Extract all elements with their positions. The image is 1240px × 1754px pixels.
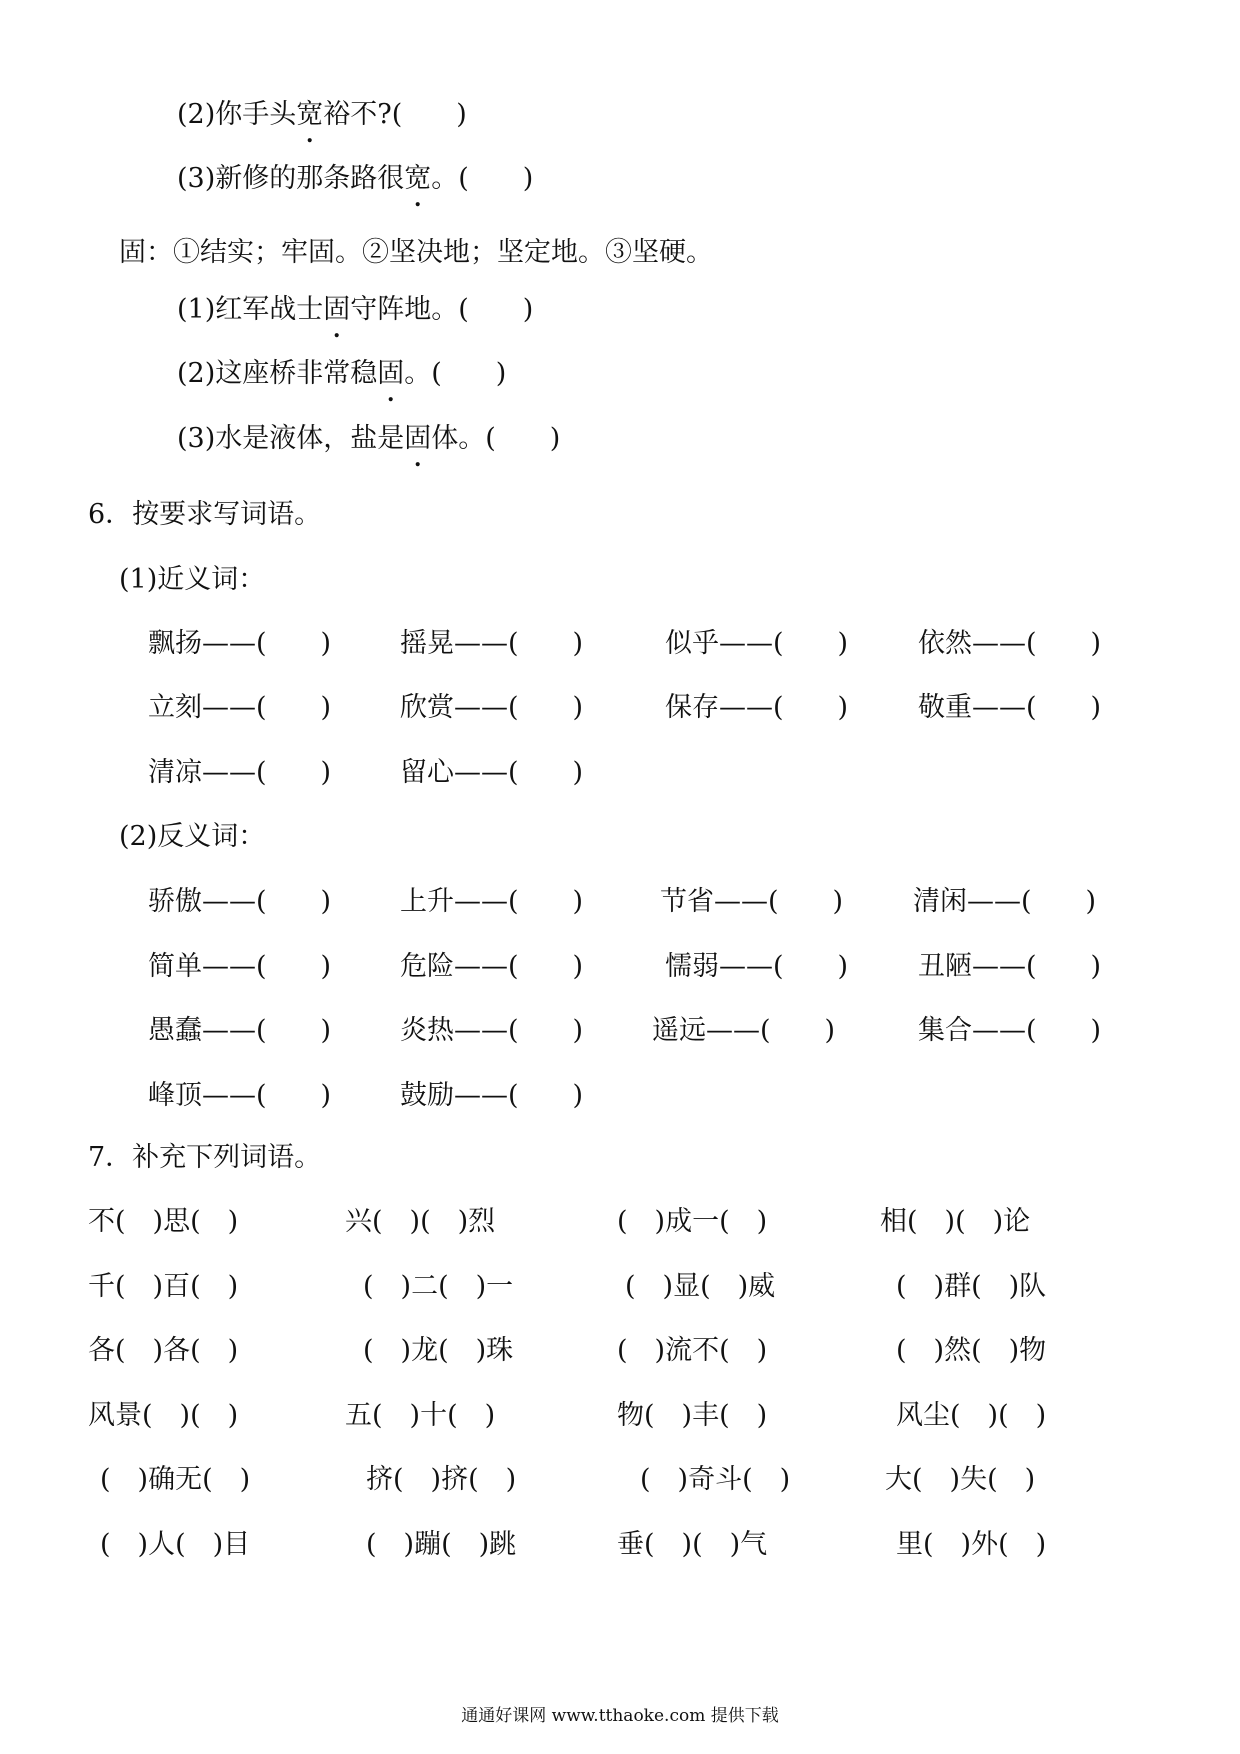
- idiom-item: ( )显( )威: [625, 1271, 776, 1302]
- idiom-item: ( )确无( ): [100, 1464, 251, 1495]
- item-text: 守阵地。( ): [350, 294, 534, 325]
- gu-definition: 固：①结实；牢固。②坚决地；坚定地。③坚硬。: [119, 237, 713, 268]
- item-text: (2)你手头: [177, 99, 297, 130]
- idiom-item: 五( )十( ): [345, 1400, 496, 1431]
- gu-item-1: [177, 293, 533, 327]
- synonym-item: 飘扬——( ): [148, 628, 332, 659]
- kuan-item-3: [177, 162, 533, 196]
- idiom-item: 垂( )( )气: [617, 1529, 768, 1560]
- idiom-item: 千( )百( ): [88, 1271, 239, 1302]
- idiom-item: 各( )各( ): [88, 1335, 239, 1366]
- antonym-item: 遥远——( ): [652, 1015, 836, 1046]
- item-text: (1)红军战士: [177, 294, 324, 325]
- item-text: 裕不?( ): [323, 99, 467, 130]
- dotted-char: 固: [323, 294, 351, 325]
- idiom-item: 不( )思( ): [88, 1206, 239, 1237]
- dotted-char: 宽: [404, 163, 432, 194]
- antonym-item: 丑陋——( ): [918, 951, 1102, 982]
- idiom-item: ( )流不( ): [617, 1335, 768, 1366]
- antonym-item: 简单——( ): [148, 951, 332, 982]
- synonym-item: 清凉——( ): [148, 757, 332, 788]
- idiom-item: ( )龙( )珠: [363, 1335, 514, 1366]
- item-text: 体。( ): [431, 423, 561, 454]
- antonym-item: 峰顶——( ): [148, 1080, 332, 1111]
- footer-credit: 通通好课网 www.tthaoke.com 提供下载: [461, 1706, 779, 1726]
- idiom-item: ( )群( )队: [896, 1271, 1047, 1302]
- synonym-item: 依然——( ): [918, 628, 1102, 659]
- q7-title: 7．补充下列词语。: [88, 1142, 322, 1173]
- antonym-item: 骄傲——( ): [148, 886, 332, 917]
- synonym-item: 保存——( ): [665, 692, 849, 723]
- synonym-item: 摇晃——( ): [400, 628, 584, 659]
- antonyms-label: (2)反义词：: [119, 821, 266, 852]
- idiom-item: ( )奇斗( ): [640, 1464, 791, 1495]
- antonym-item: 清闲——( ): [913, 886, 1097, 917]
- idiom-item: 兴( )( )烈: [345, 1206, 496, 1237]
- idiom-item: 大( )失( ): [885, 1464, 1036, 1495]
- item-text: 。( ): [404, 358, 507, 389]
- idiom-item: 里( )外( ): [896, 1529, 1047, 1560]
- antonym-item: 鼓励——( ): [400, 1080, 584, 1111]
- antonym-item: 上升——( ): [400, 886, 584, 917]
- item-text: (3)新修的那条路很: [177, 163, 405, 194]
- idiom-item: 风尘( )( ): [896, 1400, 1047, 1431]
- synonym-item: 留心——( ): [400, 757, 584, 788]
- dotted-char: 固: [377, 358, 405, 389]
- idiom-item: ( )蹦( )跳: [366, 1529, 517, 1560]
- idiom-item: 相( )( )论: [880, 1206, 1031, 1237]
- antonym-item: 集合——( ): [918, 1015, 1102, 1046]
- antonym-item: 危险——( ): [400, 951, 584, 982]
- item-text: 。( ): [431, 163, 534, 194]
- antonym-item: 愚蠢——( ): [148, 1015, 332, 1046]
- antonym-item: 炎热——( ): [400, 1015, 584, 1046]
- item-text: (3)水是液体，盐是: [177, 423, 405, 454]
- q6-title: 6．按要求写词语。: [88, 499, 322, 530]
- antonym-item: 懦弱——( ): [665, 951, 849, 982]
- idiom-item: ( )二( )一: [363, 1271, 514, 1302]
- synonym-item: 敬重——( ): [918, 692, 1102, 723]
- gu-item-3: [177, 422, 560, 456]
- dotted-char: 宽: [296, 99, 324, 130]
- dotted-char: 固: [404, 423, 432, 454]
- idiom-item: 物( )丰( ): [617, 1400, 768, 1431]
- synonyms-label: (1)近义词：: [119, 564, 266, 595]
- idiom-item: 挤( )挤( ): [366, 1464, 517, 1495]
- antonym-item: 节省——( ): [660, 886, 844, 917]
- synonym-item: 欣赏——( ): [400, 692, 584, 723]
- idiom-item: 风景( )( ): [88, 1400, 239, 1431]
- synonym-item: 立刻——( ): [148, 692, 332, 723]
- item-text: (2)这座桥非常稳: [177, 358, 378, 389]
- gu-item-2: [177, 357, 506, 391]
- kuan-item-2: [177, 98, 467, 132]
- idiom-item: ( )人( )目: [100, 1529, 251, 1560]
- idiom-item: ( )成一( ): [617, 1206, 768, 1237]
- synonym-item: 似乎——( ): [665, 628, 849, 659]
- idiom-item: ( )然( )物: [896, 1335, 1047, 1366]
